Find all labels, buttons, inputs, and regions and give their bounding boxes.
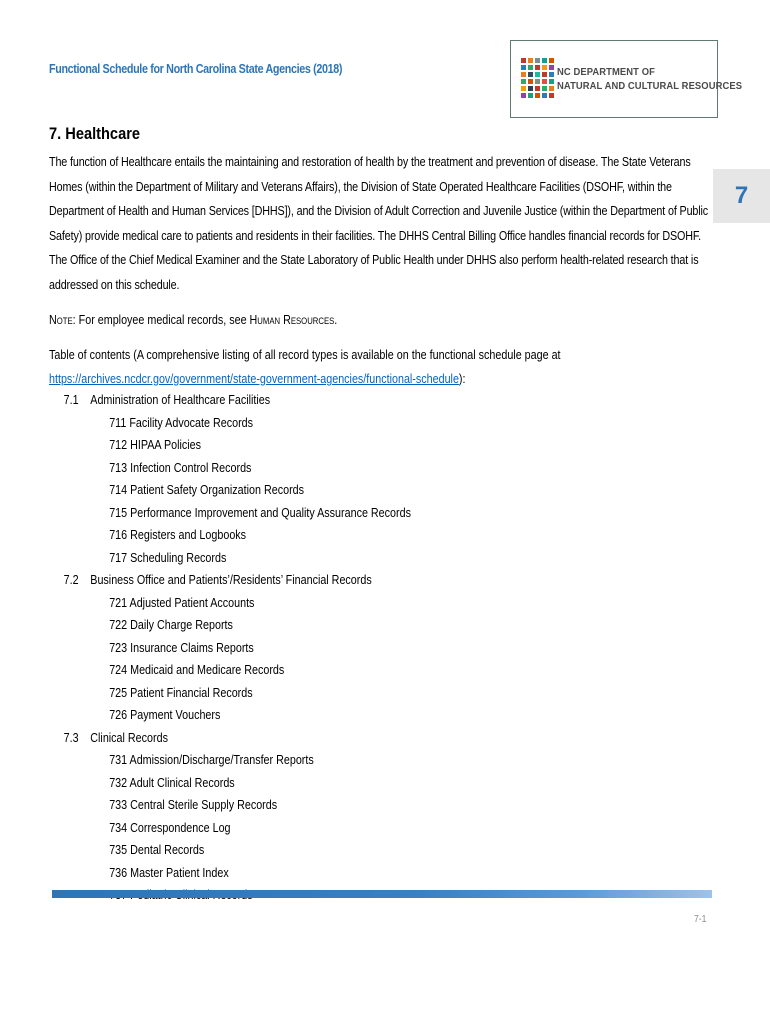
toc-item[interactable]	[49, 659, 620, 682]
toc-item[interactable]	[49, 682, 620, 705]
toc-item-label: 721 Adjusted Patient Accounts	[109, 595, 255, 610]
note-label: Note:	[49, 313, 76, 327]
toc-item[interactable]	[49, 524, 620, 547]
ncdncr-logo	[510, 40, 743, 118]
note-paragraph	[49, 308, 620, 332]
note-reference[interactable]: Human Resources	[249, 313, 335, 327]
toc-item[interactable]	[49, 704, 620, 727]
toc-item-label: 736 Master Patient Index	[109, 865, 229, 880]
toc-item-label: 713 Infection Control Records	[109, 460, 252, 475]
toc-section[interactable]	[49, 569, 620, 592]
toc-item[interactable]	[49, 794, 620, 817]
toc-item[interactable]	[49, 772, 620, 795]
toc-section[interactable]	[49, 727, 620, 750]
note-text: For employee medical records, see	[75, 313, 250, 327]
toc-section[interactable]	[49, 389, 620, 412]
section-intro: The function of Healthcare entails the maintaining and restoration of health by the treatment and prevention of disease. The State Veterans Homes (within the Department of Military and Veterans Affairs), the Division of State Operated Healthcare Facilities (DSOHF, within the Department of Health and Human Services [DHHS]), and the Division of Adult Correction and Juvenile Justice (within the Department of Public Safety) provide medical care to patients and residents in their facilities. The DHHS Central Billing Office handles financial records for DSOHF. The Office of the Chief Medical Examiner and the State Laboratory of Public Health under DHHS also perform health-related research that is addressed on this schedule.	[49, 155, 709, 292]
toc-item[interactable]	[49, 749, 620, 772]
toc-intro-text: Table of contents (A comprehensive listing of all record types is available on the functional schedule page at	[49, 348, 561, 362]
toc-section-title: Administration of Healthcare Facilities	[90, 393, 271, 407]
toc-item-label: 722 Daily Charge Reports	[109, 618, 233, 632]
logo-line-2: NATURAL AND CULTURAL RESOURCES	[557, 81, 743, 92]
toc-item[interactable]	[49, 839, 620, 862]
toc-item[interactable]	[49, 502, 620, 525]
toc-item-label: 712 HIPAA Policies	[109, 438, 202, 452]
toc-item-label: 732 Adult Clinical Records	[109, 775, 235, 790]
toc-item[interactable]	[49, 862, 620, 885]
document-header-title: Functional Schedule for North Carolina State Agencies (2018)	[49, 62, 343, 76]
toc-intro-end: ):	[458, 372, 466, 386]
note-end: .	[334, 313, 338, 327]
toc-item-label: 714 Patient Safety Organization Records	[109, 483, 305, 497]
toc-section-title: Business Office and Patients’/Residents’ Financial Records	[90, 573, 372, 587]
toc-item[interactable]	[49, 412, 620, 435]
toc-item-label: 715 Performance Improvement and Quality Assurance Records	[109, 505, 411, 520]
toc-item[interactable]	[49, 547, 620, 570]
page-content	[49, 124, 713, 907]
toc-item-label: 734 Correspondence Log	[109, 820, 231, 835]
toc-item[interactable]	[49, 434, 620, 457]
toc-item-label: 711 Facility Advocate Records	[109, 415, 254, 430]
logo-mosaic-icon	[521, 58, 555, 102]
toc-item-label: 733 Central Sterile Supply Records	[109, 798, 278, 812]
functional-schedule-link[interactable]: https://archives.ncdcr.gov/government/state-government-agencies/functional-schedule	[49, 372, 459, 386]
logo-line-1: NC DEPARTMENT OF	[557, 67, 655, 78]
toc-item-label: 735 Dental Records	[109, 843, 205, 857]
toc-item[interactable]	[49, 614, 620, 637]
section-title: 7. Healthcare	[49, 124, 141, 143]
toc-section-title: Clinical Records	[90, 730, 168, 745]
toc-item-label: 717 Scheduling Records	[109, 550, 227, 565]
table-of-contents	[49, 389, 620, 907]
toc-section-number: 7.1	[63, 393, 79, 407]
logo-text	[557, 66, 742, 94]
footer-rule	[52, 890, 712, 898]
toc-item[interactable]	[49, 637, 620, 660]
chapter-tab[interactable]: 7	[713, 169, 770, 223]
toc-intro	[49, 343, 720, 391]
page-number: 7-1	[694, 914, 707, 925]
toc-item-label: 723 Insurance Claims Reports	[109, 640, 254, 655]
toc-item[interactable]	[49, 592, 620, 615]
toc-item-label: 726 Payment Vouchers	[109, 708, 221, 722]
toc-item[interactable]	[49, 457, 620, 480]
toc-section-number: 7.2	[63, 573, 79, 587]
toc-item-label: 716 Registers and Logbooks	[109, 528, 247, 542]
toc-section-number: 7.3	[63, 730, 79, 745]
toc-item[interactable]	[49, 817, 620, 840]
toc-item[interactable]	[49, 479, 620, 502]
toc-item-label: 725 Patient Financial Records	[109, 685, 253, 700]
toc-item-label: 731 Admission/Discharge/Transfer Reports	[109, 753, 314, 767]
toc-item-label: 724 Medicaid and Medicare Records	[109, 663, 285, 677]
